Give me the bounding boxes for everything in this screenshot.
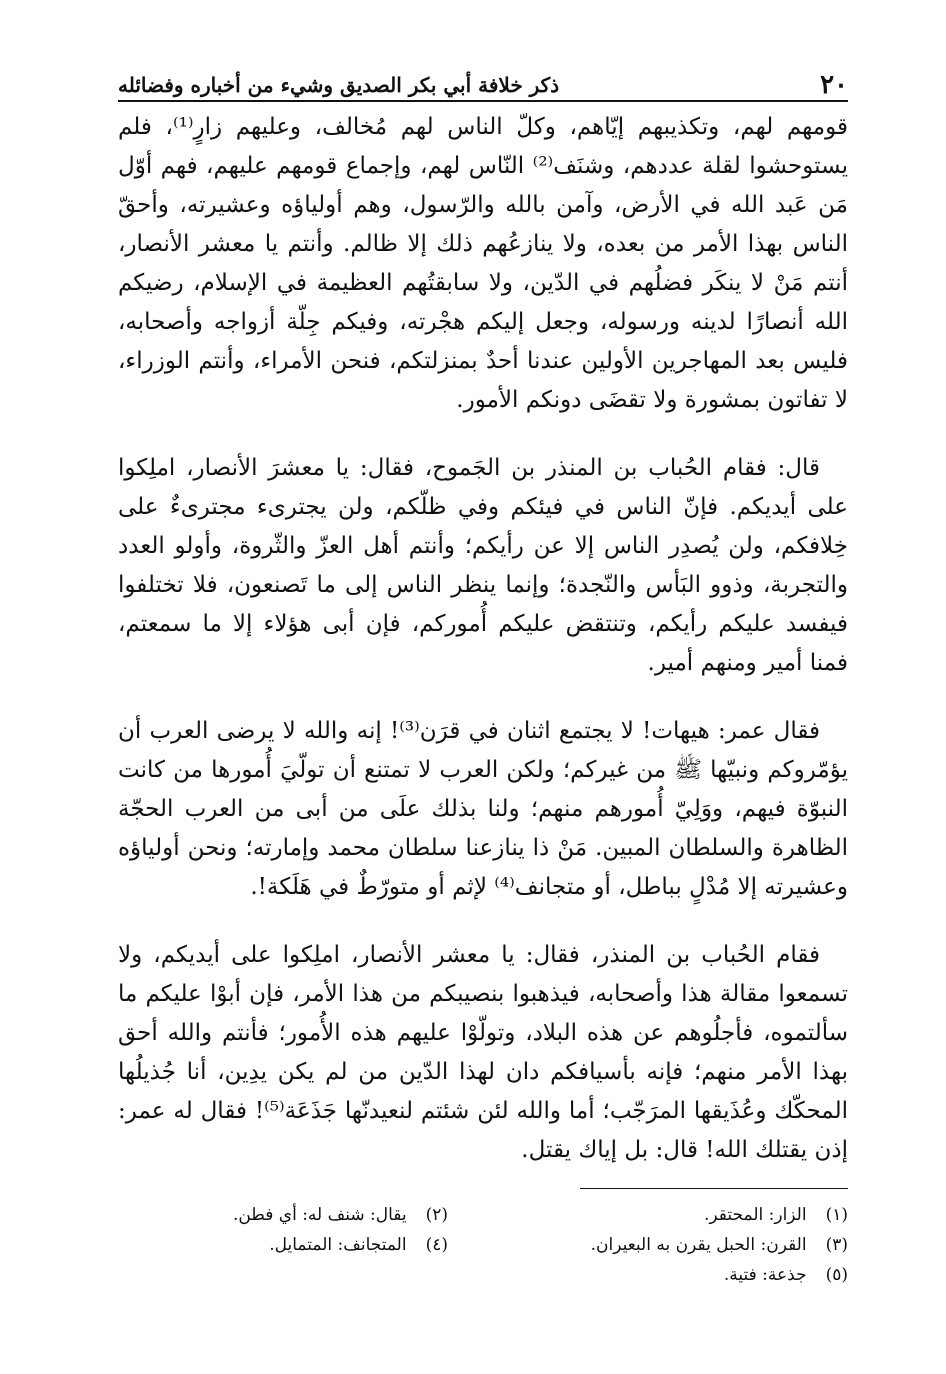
paragraph: فقام الحُباب بن المنذر، فقال: يا معشر الأنصار، املِكوا على أيديكم، ولا تسمعوا مقالة هذا وأصحابه، فيذهبوا بنصيبكم من هذا الأمر، فإن أبوْا عليكم ما سألتموه، فأجلُوهم عن هذه البلاد، وتولّوْا عليهم هذه الأُمور؛ فأنتم والله أحق بهذا الأمر منهم؛ فإنه بأسيافكم دان لهذا الدّين من لم يكن يدِين، أنا جُذيلُها المحكّك وعُذَيقها المرَجّب؛ أما والله لئن شئتم لنعيدنّها جَذَعَة⁽⁵⁾! فقال له عمر: إذن يقتلك الله! قال: بل إياك يقتل. bbox=[118, 942, 848, 1163]
header-rule bbox=[118, 100, 848, 102]
footnote-row bbox=[118, 1200, 848, 1230]
running-title: ذكر خلافة أبي بكر الصديق وشيء من أخباره وفضائله bbox=[118, 73, 560, 97]
footnote-text: القرن: الحبل يقرن به البعيران. bbox=[590, 1235, 807, 1255]
paragraph: قال: فقام الحُباب بن المنذر بن الجَموح، فقال: يا معشرَ الأنصار، املِكوا على أيديكم. فإنّ الناس في فيئكم وفي ظلّكم، ولن يجترىء مجترىءٌ على خِلافكم، ولن يُصدِر الناس إلا عن رأيكم؛ وأنتم أهل العزّ والثّروة، وأولو العدد والتجربة، وذوو البَأس والنّجدة؛ وإنما ينظر الناس إلى ما تَصنعون، فلا تختلفوا فيفسد عليكم رأيكم، وتنتقض عليكم أُموركم، فإن أبى هؤلاء إلا ما سمعتم، فمنا أمير ومنهم أمير. bbox=[118, 455, 848, 676]
footnote-number: (١) bbox=[825, 1205, 848, 1225]
footnote bbox=[448, 1260, 848, 1290]
footnote bbox=[448, 1200, 848, 1230]
footnotes bbox=[118, 1200, 848, 1290]
footnote-number: (٥) bbox=[825, 1265, 848, 1285]
paragraph: قومهم لهم، وتكذيبهم إيّاهم، وكلّ الناس لهم مُخالف، وعليهم زارٍ⁽¹⁾، فلم يستوحشوا لقلة عددهم، وشنَف⁽²⁾ النّاس لهم، وإجماع قومهم عليهم، فهم أوّل مَن عَبد الله في الأرض، وآمن بالله والرّسول، وهم أولياؤه وعشيرته، وأحقّ الناس بهذا الأمر من بعده، ولا ينازعُهم ذلك إلا ظالم. وأنتم يا معشر الأنصار، أنتم مَنْ لا ينكَر فضلُهم في الدّين، ولا سابقتُهم العظيمة في الإسلام، رضيكم الله أنصارًا لدينه ورسوله، وجعل إليكم هجْرته، وفيكم جِلّة أزواجه وأصحابه، فليس بعد المهاجرين الأولين عندنا أحدٌ بمنزلتكم، فنحن الأمراء، وأنتم الوزراء، لا تفاتون بمشورة ولا تقضَى دونكم الأمور. bbox=[118, 114, 848, 413]
footnote-number: (٣) bbox=[825, 1235, 848, 1255]
footnote-rule bbox=[580, 1188, 848, 1189]
footnote-text: المتجانف: المتمايل. bbox=[269, 1235, 407, 1255]
footnote bbox=[448, 1230, 848, 1260]
main-text bbox=[118, 108, 848, 1199]
page-number: ٢٠ bbox=[820, 70, 848, 100]
footnote bbox=[118, 1200, 448, 1230]
footnote bbox=[118, 1230, 448, 1260]
footnote-text: يقال: شنف له: أي فطن. bbox=[232, 1205, 407, 1225]
page-header bbox=[118, 60, 848, 100]
footnote-row bbox=[118, 1230, 848, 1260]
footnote-text: الزار: المحتقر. bbox=[704, 1205, 807, 1225]
footnote-text: جذعة: فتية. bbox=[723, 1265, 807, 1285]
footnote-number: (٢) bbox=[425, 1205, 448, 1225]
footnote-row bbox=[118, 1260, 848, 1290]
paragraph: فقال عمر: هيهات! لا يجتمع اثنان في قرَن⁽³⁾! إنه والله لا يرضى العرب أن يؤمّروكم ونبيّها ﷺ من غيركم؛ ولكن العرب لا تمتنع أن تولّيَ أُمورها من كانت النبوّة فيهم، ووَلِيّ أُمورهم منهم؛ ولنا بذلك علَى من أبى من العرب الحجّة الظاهرة والسلطان المبين. مَنْ ذا ينازعنا سلطان محمد وإمارته؛ ونحن أولياؤه وعشيرته إلا مُدْلٍ بباطل، أو متجانف⁽⁴⁾ لإثم أو متورّطٌ في هَلَكة!. bbox=[118, 718, 848, 900]
footnote-number: (٤) bbox=[425, 1235, 448, 1255]
